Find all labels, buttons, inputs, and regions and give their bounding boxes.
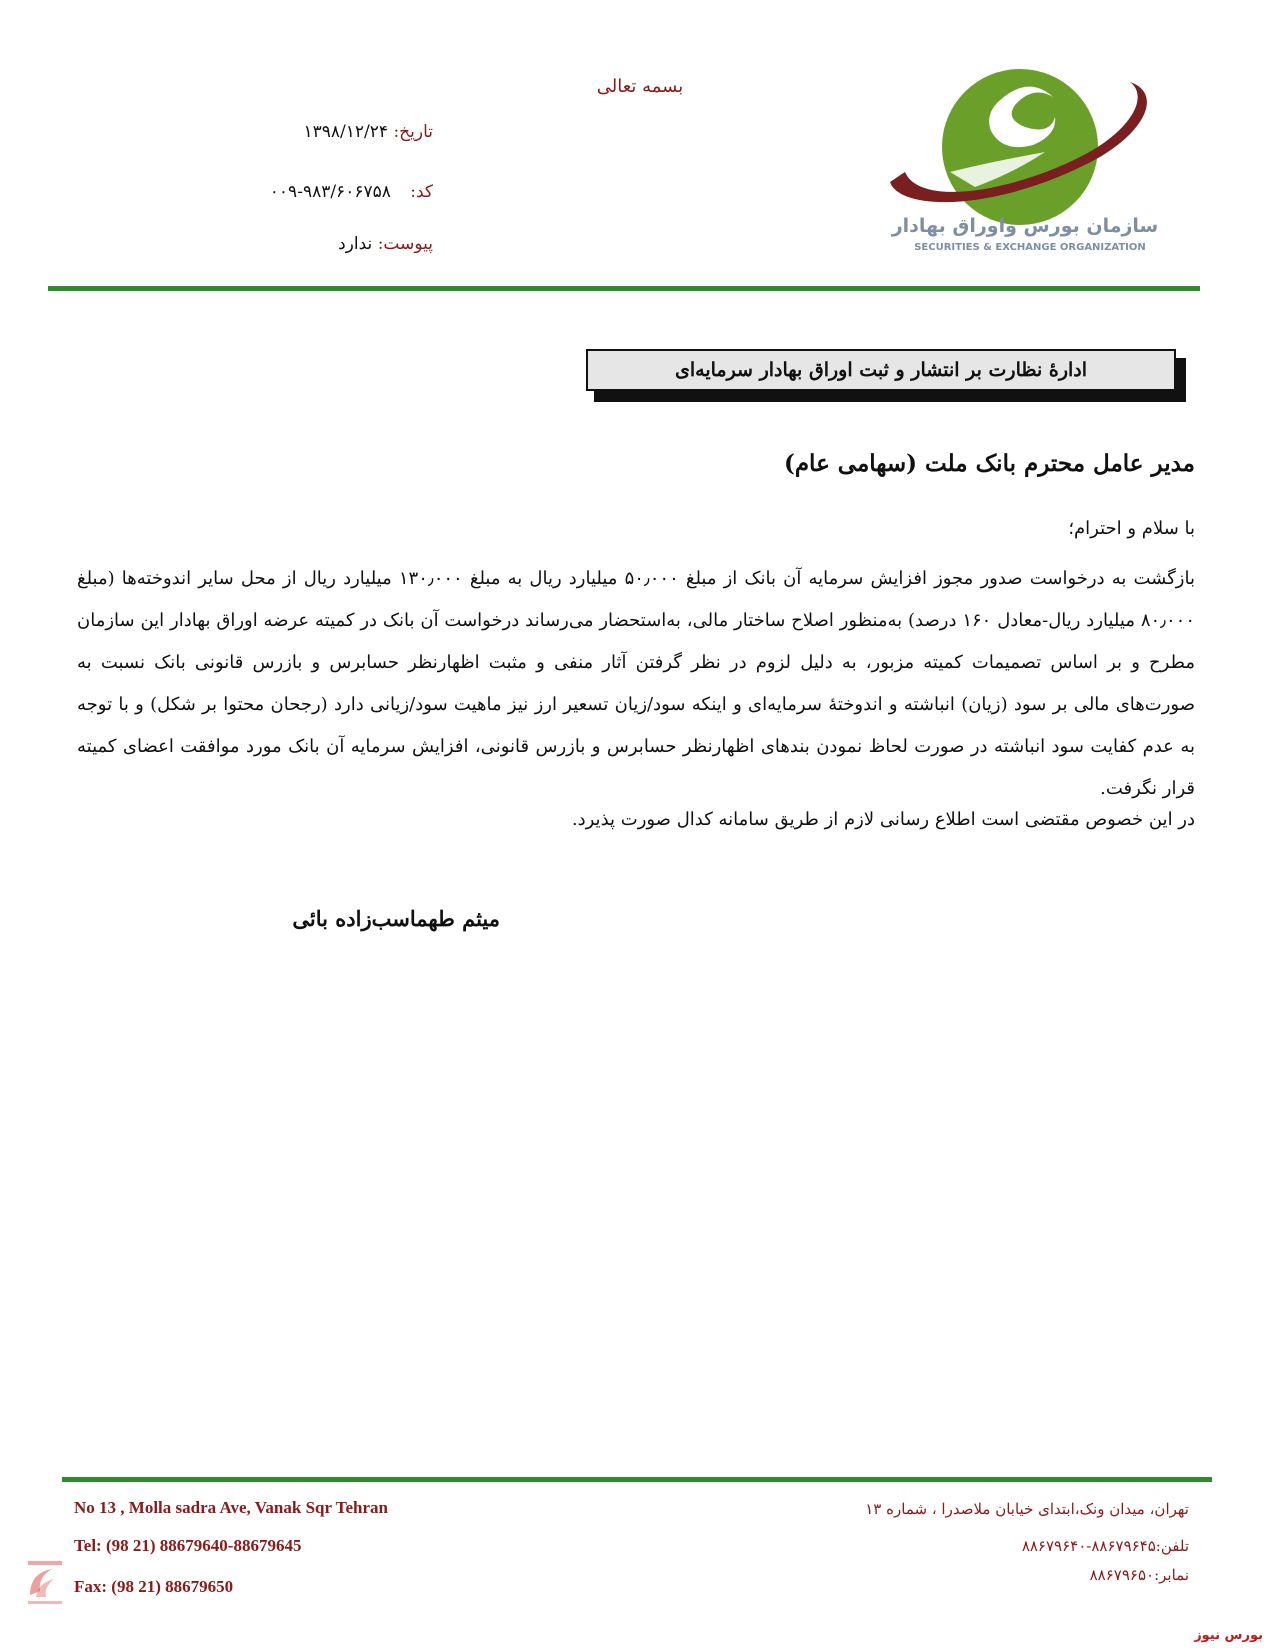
logo-text-en: SECURITIES & EXCHANGE ORGANIZATION — [914, 242, 1146, 253]
footer-divider — [62, 1477, 1212, 1482]
date-row — [173, 122, 433, 142]
code-row — [173, 182, 433, 202]
address-en: No 13 , Molla sadra Ave, Vanak Sqr Tehran — [74, 1498, 388, 1517]
date-label: تاریخ: — [393, 122, 433, 142]
department-box — [586, 349, 1176, 391]
logo-text-fa: سازمان بورس واوراق بهادار — [891, 215, 1159, 237]
attachment-label: پیوست: — [377, 234, 433, 254]
seo-logo-icon — [880, 62, 1170, 262]
attachment-row — [173, 234, 433, 254]
fax-fa: نمابر:۸۸۶۷۹۶۵۰ — [1089, 1566, 1189, 1584]
header-divider — [48, 286, 1200, 291]
watermark-text: بورس نیوز — [1194, 1628, 1263, 1643]
letter-body: بازگشت به درخواست صدور مجوز افزایش سرمایه آن بانک از مبلغ ۵۰٫۰۰۰ میلیارد ریال به مبلغ ۱۳۰٫۰۰۰ میلیارد ریال از محل سایر اندوخته‌ها (مبلغ ۸۰٫۰۰۰ میلیارد ریال-معادل ۱۶۰ درصد) به‌منظور اصلاح ساختار مالی، به‌استحضار می‌رساند درخواست آن بانک در کمیته عرضه اوراق بهادار این سازمان مطرح و بر اساس تصمیمات کمیته مزبور، به دلیل لزوم در نظر گرفتن آثار منفی و مثبت اظهارنظر حسابرس و بازرس قانونی بانک نسبت به صورت‌های مالی بر سود (زیان) انباشته و اندوختۀ سرمایه‌ای و اینکه سود/زیان تسعیر ارز نیز ماهیت سود/زیانی دارد (رجحان محتوا بر شکل) و با توجه به عدم کفایت سود انباشته در صورت لحاظ نمودن بندهای اظهارنظر حسابرس و بازرس قانونی، افزایش سرمایه آن بانک مورد موافقت اعضای کمیته قرار نگرفت. — [77, 568, 1195, 799]
closing: در این خصوص مقتضی است اطلاع رسانی لازم از طریق سامانه کدال صورت پذیرد. — [571, 809, 1195, 830]
date-value: ۱۳۹۸/۱۲/۲۴ — [303, 122, 389, 142]
department-title: ادارۀ نظارت بر انتشار و ثبت اوراق بهادار سرمایه‌ای — [674, 359, 1088, 381]
seo-logo — [880, 62, 1170, 262]
signer-name: میثم طهماسب‌زاده بائی — [292, 906, 500, 931]
fax-en: Fax: (98 21) 88679650 — [74, 1577, 234, 1596]
attachment-value: ندارد — [338, 234, 373, 254]
tel-en: Tel: (98 21) 88679640-88679645 — [74, 1536, 302, 1555]
bismillah: بسمه تعالی — [596, 76, 684, 97]
code-value: ۹۸۳/۶۰۶۷۵۸-۰۰۹ — [269, 182, 391, 202]
recipient: مدیر عامل محترم بانک ملت (سهامی عام) — [783, 450, 1195, 477]
code-label: کد: — [410, 182, 433, 202]
address-fa: تهران، میدان ونک،ابتدای خیابان ملاصدرا ، شماره ۱۳ — [865, 1500, 1189, 1518]
greeting: با سلام و احترام؛ — [1068, 518, 1195, 539]
bourse-news-watermark-icon — [24, 1555, 66, 1617]
tel-fa: تلفن:۸۸۶۷۹۶۴۵-۸۸۶۷۹۶۴۰ — [1021, 1537, 1189, 1555]
